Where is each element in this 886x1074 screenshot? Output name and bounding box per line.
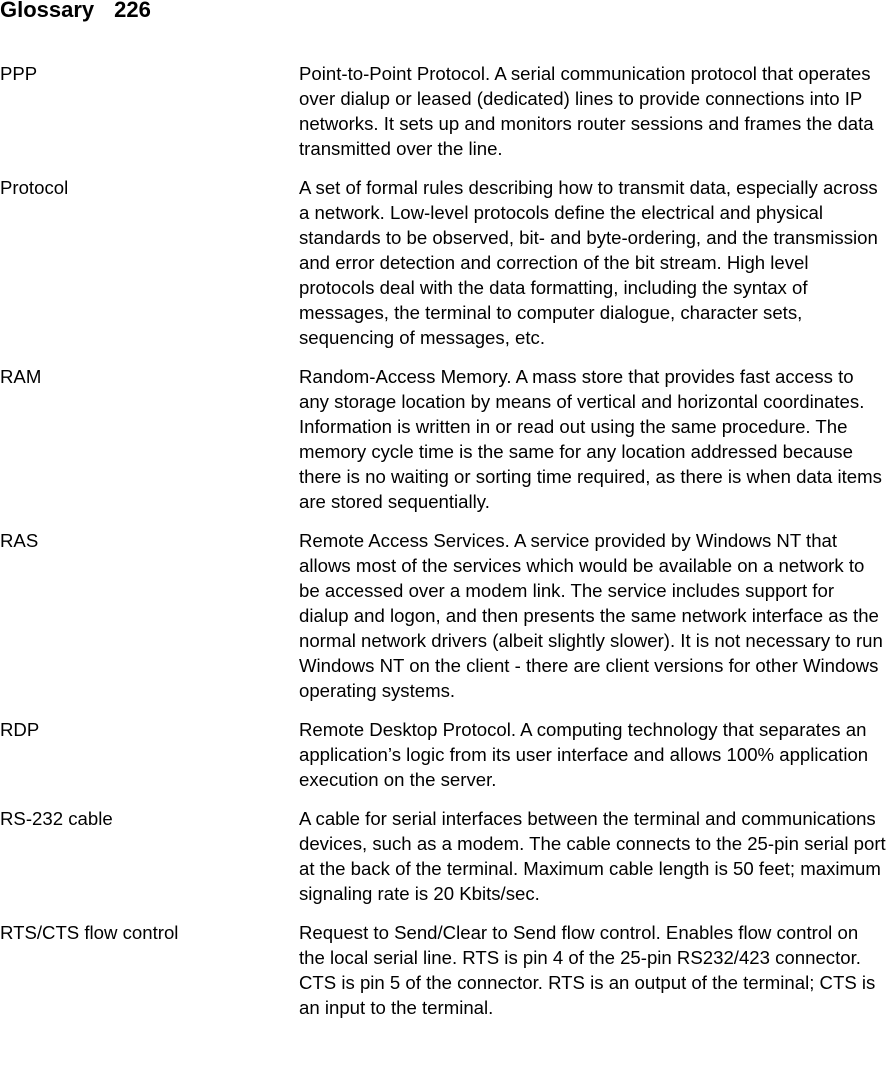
glossary-definition: Remote Desktop Protocol. A computing technology that separates an application’s logic from its user interface and allows 100% application execution on the server. (299, 719, 869, 790)
glossary-definition: A cable for serial interfaces between the terminal and communications devices, such as a modem. The cable connects to the 25-pin serial port at the back of the terminal. Maximum cable length is 50 feet; maximum signaling rate is 20 Kbits/sec. (299, 808, 886, 904)
glossary-definition: Random-Access Memory. A mass store that provides fast access to any storage location by means of vertical and horizontal coordinates. Information is written in or read out using the same procedure. The memory cycle time is the same for any location addressed because there is no waiting or sorting time required, as there is when data items are stored sequentially. (299, 366, 882, 512)
glossary-entry-ram (0, 364, 886, 514)
glossary-entry-ras (0, 528, 886, 703)
glossary-entry-rs232-cable (0, 806, 886, 906)
page-number: 226 (114, 0, 151, 22)
glossary-term: PPP (0, 63, 38, 84)
page-header (0, 0, 151, 23)
page-title: Glossary (0, 0, 95, 22)
glossary-term: Protocol (0, 177, 69, 198)
glossary-term: RTS/CTS flow control (0, 922, 179, 943)
glossary-term: RAM (0, 366, 42, 387)
glossary-entry-rdp (0, 717, 886, 792)
glossary-term: RDP (0, 719, 40, 740)
glossary-definition: Request to Send/Clear to Send flow control. Enables flow control on the local serial line. RTS is pin 4 of the 25-pin RS232/423 connector. CTS is pin 5 of the connector. RTS is an output of the terminal; CTS is an input to the terminal. (299, 922, 876, 1018)
glossary-entry-protocol (0, 175, 886, 350)
glossary-term: RS-232 cable (0, 808, 113, 829)
glossary-definition: Point-to-Point Protocol. A serial communication protocol that operates over dialup or leased (dedicated) lines to provide connections into IP networks. It sets up and monitors router sessions and frames the data transmitted over the line. (299, 63, 874, 159)
glossary-term: RAS (0, 530, 39, 551)
glossary-list (0, 61, 886, 1034)
glossary-entry-rts-cts-flow-control (0, 920, 886, 1020)
glossary-definition: Remote Access Services. A service provided by Windows NT that allows most of the services which would be available on a network to be accessed over a modem link. The service includes support for dialup and logon, and then presents the same network interface as the normal network drivers (albeit slightly slower). It is not necessary to run Windows NT on the client - there are client versions for other Windows operating systems. (299, 530, 883, 701)
glossary-definition: A set of formal rules describing how to transmit data, especially across a network. Low-level protocols define the electrical and physical standards to be observed, bit- and byte-ordering, and the transmission and error detection and correction of the bit stream. High level protocols deal with the data formatting, including the syntax of messages, the terminal to computer dialogue, character sets, sequencing of messages, etc. (299, 177, 878, 348)
glossary-entry-ppp (0, 61, 886, 161)
